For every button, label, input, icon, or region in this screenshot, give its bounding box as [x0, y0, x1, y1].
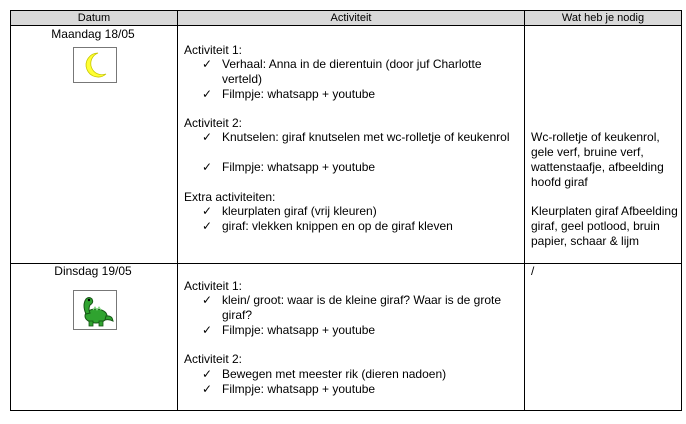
row1-group3-item2 [202, 219, 522, 234]
row1-group2-item1 [202, 130, 522, 145]
row1-group1-item1 [202, 57, 522, 87]
checkmark-icon: ✓ [202, 160, 213, 174]
table-col-divider-2 [524, 10, 525, 411]
item-text: Filmpje: whatsapp + youtube [222, 160, 376, 174]
checkmark-icon: ✓ [202, 87, 213, 101]
checkmark-icon: ✓ [202, 323, 213, 337]
row2-group2-heading: Activiteit 2: [184, 352, 243, 366]
header-date: Datum [11, 11, 177, 25]
row2-group2-item2 [202, 382, 522, 397]
moon-icon [74, 48, 116, 82]
row2-icon-frame [73, 290, 117, 330]
checkmark-icon: ✓ [202, 293, 213, 307]
item-text: Filmpje: whatsapp + youtube [222, 323, 376, 337]
table-border-bottom [10, 410, 682, 411]
item-text: Knutselen: giraf knutselen met wc-rolletje of keukenrol [222, 130, 510, 144]
checkmark-icon: ✓ [202, 57, 213, 71]
dinosaur-icon [74, 291, 116, 329]
checkmark-icon: ✓ [202, 130, 213, 144]
row2-group2-item1 [202, 367, 522, 382]
table-border-right [681, 10, 682, 411]
row1-group1-heading: Activiteit 1: [184, 43, 243, 57]
row1-group1-item2 [202, 87, 522, 102]
checkmark-icon: ✓ [202, 367, 213, 381]
header-needs: Wat heb je nodig [525, 11, 681, 25]
row1-needs-2: Kleurplaten giraf Afbeelding giraf, geel potlood, bruin papier, schaar & lijm [531, 204, 678, 248]
row2-date: Dinsdag 19/05 [54, 264, 132, 278]
checkmark-icon: ✓ [202, 204, 213, 218]
item-text: Bewegen met meester rik (dieren nadoen) [222, 367, 447, 381]
table-header-divider [10, 25, 682, 26]
item-text: kleurplaten giraf (vrij kleuren) [222, 204, 377, 218]
row2-needs: / [531, 264, 535, 278]
row1-group2-heading: Activiteit 2: [184, 116, 243, 130]
row1-group3-item1 [202, 204, 522, 219]
row2-group1-item1 [202, 293, 522, 323]
checkmark-icon: ✓ [202, 219, 213, 233]
row1-icon-frame [73, 47, 117, 83]
item-text: Filmpje: whatsapp + youtube [222, 382, 376, 396]
row1-needs-1: Wc-rolletje of keukenrol, gele verf, bruine verf, wattenstaafje, afbeelding hoofd giraf [531, 130, 664, 189]
row1-group3-heading: Extra activiteiten: [184, 190, 276, 204]
item-text: giraf: vlekken knippen en op de giraf kleven [222, 219, 453, 233]
checkmark-icon: ✓ [202, 382, 213, 396]
item-text: Verhaal: Anna in de dierentuin (door juf Charlotte verteld) [222, 57, 482, 86]
item-text: Filmpje: whatsapp + youtube [222, 87, 376, 101]
table-border-top [10, 10, 682, 11]
header-activity: Activiteit [178, 11, 524, 25]
table-col-divider-1 [177, 10, 178, 411]
table-border-left [10, 10, 11, 411]
row2-group1-heading: Activiteit 1: [184, 279, 243, 293]
row2-group1-item2 [202, 323, 522, 338]
row1-group2-item2 [202, 160, 522, 175]
item-text: klein/ groot: waar is de kleine giraf? Waar is de grote giraf? [222, 293, 502, 322]
row1-date: Maandag 18/05 [51, 27, 135, 41]
